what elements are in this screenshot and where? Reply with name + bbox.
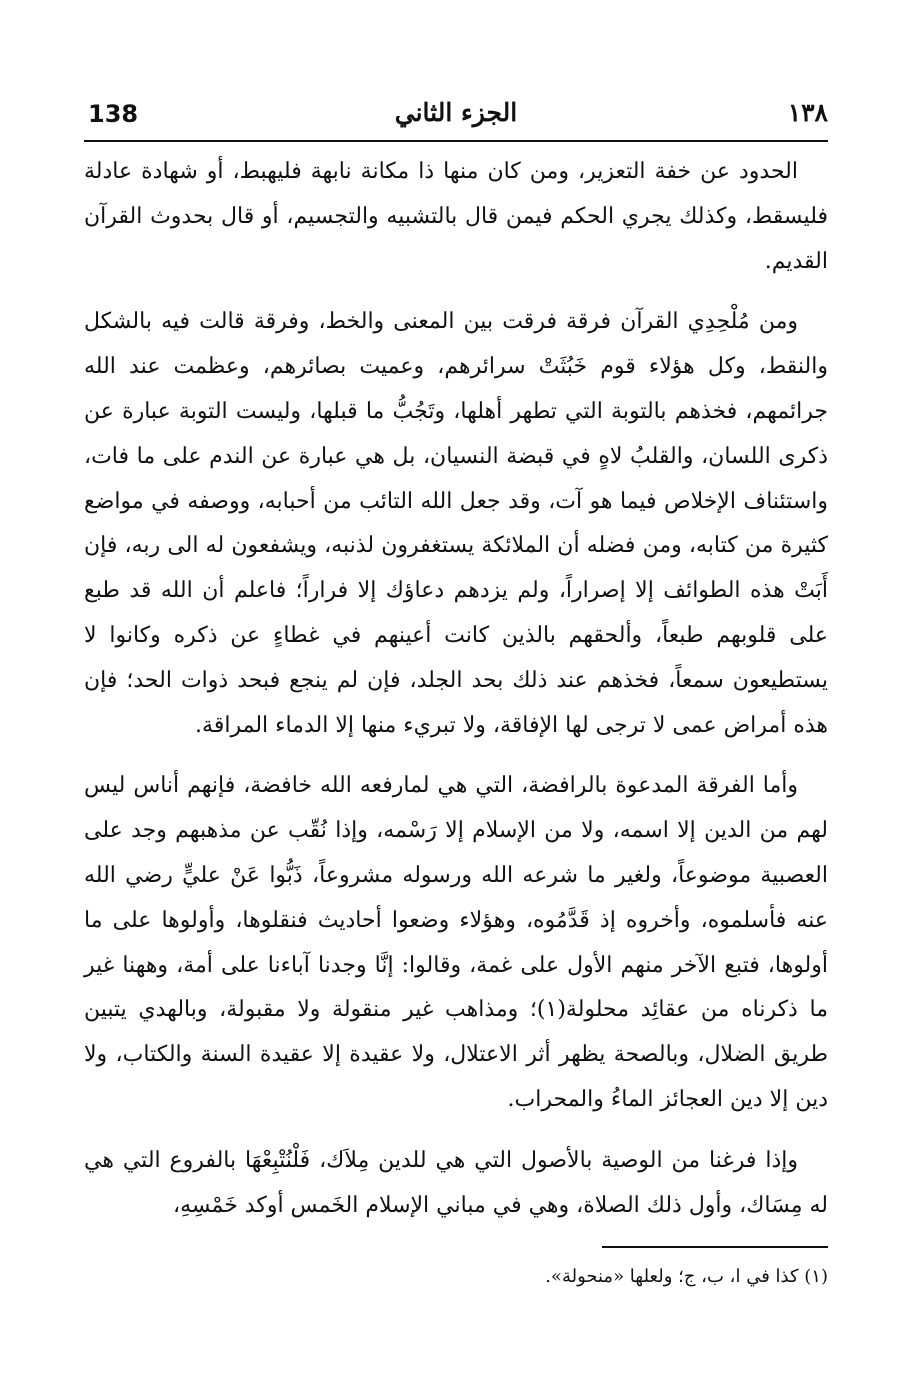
footnote: (١) كذا في ا، ب، ج؛ ولعلها «منحولة». (545, 1266, 828, 1287)
page-number-arabic: ١٣٨ (787, 98, 828, 127)
page-number-latin: 138 (88, 100, 139, 128)
paragraph: الحدود عن خفة التعزير، ومن كان منها ذا مكانة نابهة فليهبط، أو شهادة عادلة فليسقط، وكذلك يجري الحكم فيمن قال بالتشبيه والتجسيم، أو قال بحدوث القرآن القديم. (84, 159, 828, 274)
running-title: الجزء الثاني (394, 98, 518, 127)
paragraph: وإذا فرغنا من الوصية بالأصول التي هي للدين مِلاَك، فَلْنُتْبِعْهَا بالفروع التي هي له مِسَاك، وأول ذلك الصلاة، وهي في مباني الإسلام الخَمس أوكد خَمْسِهِ، (84, 1147, 828, 1218)
page-header (84, 96, 828, 142)
paragraph: ومن مُلْحِدِي القرآن فرقة فرقت بين المعنى والخط، وفرقة قالت فيه بالشكل والنقط، وكل هؤلاء قوم خَبُثَتْ سرائرهم، وعميت بصائرهم، وعظمت عند الله جرائمهم، فخذهم بالتوبة التي تطهر أهلها، وتَجُبُّ ما قبلها، وليست التوبة عبارة عن ذكرى اللسان، والقلبُ لاهٍ في قبضة النسيان، بل هي عبارة عن الندم على ما فات، واستئناف الإخلاص فيما هو آت، وقد جعل الله التائب من أحبابه، ووصفه في مواضع كثيرة من كتابه، ومن فضله أن الملائكة يستغفرون لذنبه، ويشفعون له الى ربه، فإن أَبَتْ هذه الطوائف إلا إصراراً، ولم يزدهم دعاؤك إلا فراراً؛ فاعلم أن الله قد طبع على قلوبهم طبعاً، وألحقهم بالذين كانت أعينهم في غطاءٍ عن ذكره وكانوا لا يستطيعون سمعاً، فخذهم عند ذلك بحد الجلد، فإن لم ينجع فبحد ذوات الحد؛ فإن هذه أمراض عمى لا ترجى لها الإفاقة، ولا تبريء منها إلا الدماء المراقة. (84, 309, 828, 738)
paragraph: وأما الفرقة المدعوة بالرافضة، التي هي لمارفعه الله خافضة، فإنهم أناس ليس لهم من الدين إلا اسمه، ولا من الإسلام إلا رَسْمه، وإذا نُقّب عن مذهبهم وجد على العصبية موضوعاً، ولغير ما شرعه الله ورسوله مشروعاً، ذَبُّوا عَنْ عليٍّ رضي الله عنه فأسلموه، وأخروه إذ قَدَّمُوه، وهؤلاء وضعوا أحاديث فنقلوها، وأولوها على ما أولوها، فتبع الآخر منهم الأول على غمة، وقالوا: إنَّا وجدنا آباءنا على أمة، وههنا غير ما ذكرناه من عقائِد محلولة(١)؛ ومذاهب غير منقولة ولا مقبولة، وبالهدي يتبين طريق الضلال، وبالصحة يظهر أثر الاعتلال، ولا عقيدة إلا عقيدة السنة والكتاب، ولا دين إلا دين العجائز الماءُ والمحراب. (84, 773, 828, 1112)
footnote-divider (602, 1246, 828, 1248)
body-text (84, 150, 828, 1244)
